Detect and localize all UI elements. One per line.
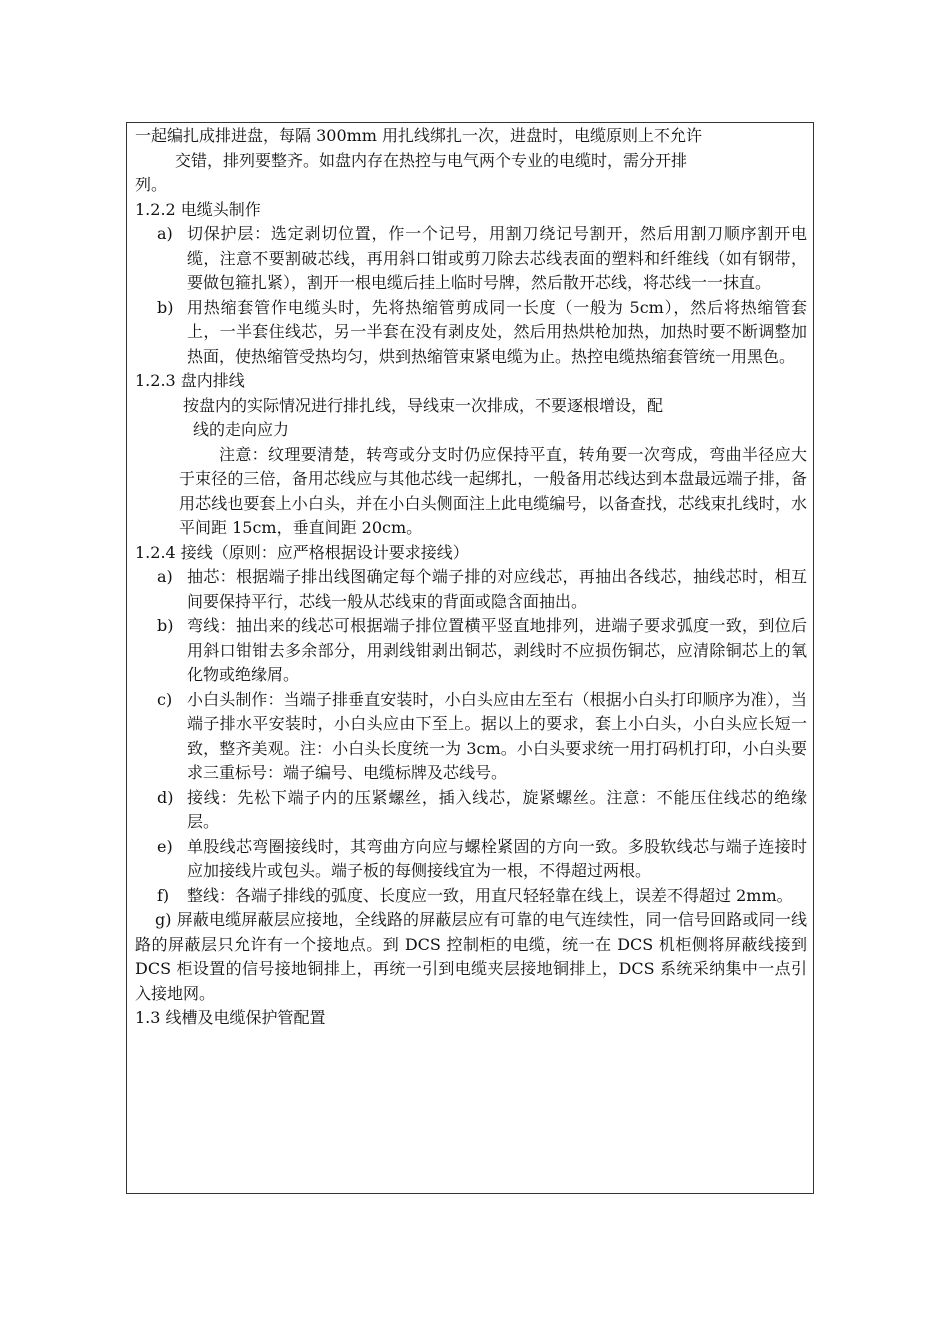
list-item	[135, 786, 807, 835]
list-item-text: 整线：各端子排线的弧度、长度应一致，用直尺轻轻靠在线上，误差不得超过 2mm。	[187, 885, 793, 905]
list-item-text: 用热缩套管作电缆头时，先将热缩管剪成同一长度（一般为 5cm），然后将热缩管套上，一半套住线芯，另一半套在没有剥皮处，然后用热烘枪加热，加热时要不断调整加热面，使热缩管受热均匀，烘到热缩管束紧电缆为止。热控电缆热缩套管统一用黑色。	[187, 297, 807, 366]
list-item	[135, 296, 807, 370]
section-heading-1-2-4: 1.2.4 接线（原则：应严格根据设计要求接线）	[135, 542, 469, 562]
intro-paragraph	[135, 124, 807, 198]
list-item	[135, 614, 807, 688]
list-item-label: f)	[157, 885, 170, 905]
intro-line-2: 交错，排列要整齐。如盘内存在热控与电气两个专业的电缆时，需分开排	[175, 150, 688, 170]
wiring-line-1: 按盘内的实际情况进行排扎线，导线束一次排成，不要逐根增设，配	[183, 395, 664, 415]
shielding-paragraph: g) 屏蔽电缆屏蔽层应接地，全线路的屏蔽层应有可靠的电气连续性，同一信号回路或同一线路的屏蔽层只允许有一个接地点。到 DCS 控制柜的电缆，统一在 DCS 机柜侧将屏蔽线接到 DCS 柜设置的信号接地铜排上，再统一引到电缆夹层接地铜排上，DCS 系统采纳集中一点引入接地网。	[135, 910, 807, 1003]
section-heading-1-3: 1.3 线槽及电缆保护管配置	[135, 1008, 326, 1027]
list-item-label: b)	[157, 616, 174, 635]
list-item-text: 单股线芯弯圈接线时，其弯曲方向应与螺栓紧固的方向一致。多股软线芯与端子连接时应加接线片或包头。端子板的每侧接线宜为一根，不得超过两根。	[187, 836, 807, 880]
section-heading-1-2-2: 1.2.2 电缆头制作	[135, 199, 261, 219]
document-body	[135, 124, 807, 1031]
list-item-text: 切保护层：选定剥切位置，作一个记号，用割刀绕记号割开，然后用割刀顺序割开电缆，注意不要割破芯线，再用斜口钳或剪刀除去芯线表面的塑料和纤维线（如有钢带，要做包箍扎紧），割开一根电缆后挂上临时号牌，然后散开芯线，将芯线一一抹直。	[187, 224, 807, 292]
list-item-label: a)	[157, 224, 173, 243]
list-item	[135, 222, 807, 296]
wiring-line-2: 线的走向应力	[193, 420, 290, 439]
list-item	[135, 565, 807, 614]
wiring-note: 注意：纹理要清楚，转弯或分支时仍应保持平直，转角要一次弯成，弯曲半径应大于束径的三倍，备用芯线应与其他芯线一起绑扎，一般备用芯线达到本盘最远端子排，备用芯线也要套上小白头，并在小白头侧面注上此电缆编号，以备查找，芯线束扎线时，水平间距 15cm，垂直间距 20cm。	[179, 444, 807, 537]
list-item-text: 小白头制作：当端子排垂直安装时，小白头应由左至右（根据小白头打印顺序为准），当端子排水平安装时，小白头应由下至上。据以上的要求，套上小白头，小白头应长短一致，整齐美观。注：小白头长度统一为 3cm。小白头要求统一用打码机打印，小白头要求三重标号：端子编号、电缆标牌及芯线号。	[187, 689, 807, 782]
section-heading-1-2-3: 1.2.3 盘内排线	[135, 371, 245, 390]
list-item-text: 抽芯：根据端子排出线图确定每个端子排的对应线芯，再抽出各线芯，抽线芯时，相互间要保持平行，芯线一般从芯线束的背面或隐含面抽出。	[187, 567, 807, 611]
list-item-label: d)	[157, 787, 174, 807]
list-item-label: c)	[157, 689, 173, 709]
list-item-label: a)	[157, 567, 173, 586]
list-item	[135, 688, 807, 786]
list-item-text: 接线：先松下端子内的压紧螺丝，插入线芯，旋紧螺丝。注意：不能压住线芯的绝缘层。	[187, 787, 807, 831]
list-item	[135, 835, 807, 884]
list-item	[135, 884, 807, 909]
list-item-label: b)	[157, 297, 174, 317]
list-item-label: e)	[157, 836, 173, 856]
intro-line-3: 列。	[135, 175, 168, 194]
intro-line-1: 一起编扎成排进盘，每隔 300mm 用扎线绑扎一次，进盘时，电缆原则上不允许	[135, 126, 703, 145]
list-item-text: 弯线：抽出来的线芯可根据端子排位置横平竖直地排列，进端子要求弧度一致，到位后用斜口钳钳去多余部分，用剥线钳剥出铜芯，剥线时不应损伤铜芯，应清除铜芯上的氧化物或绝缘屑。	[187, 616, 807, 684]
